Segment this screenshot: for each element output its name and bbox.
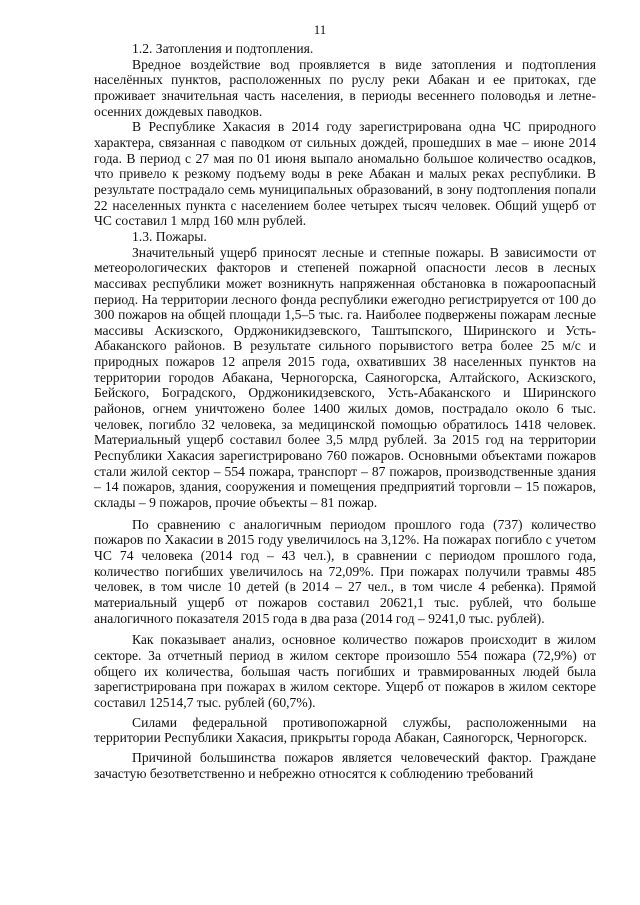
paragraph-fires-fire-service: Силами федеральной противопожарной службы, расположенными на территории Республики Хакасия, прикрыты города Абакан, Саяногорск, Черногорск.: [94, 714, 596, 746]
paragraph-fires-human-factor: Причиной большинства пожаров является человеческий фактор. Граждане зачастую безответственно и небрежно относятся к соблюдению требований: [94, 749, 596, 781]
section-heading-fires: 1.3. Пожары.: [132, 228, 207, 244]
paragraph-floods-2014-event: В Республике Хакасия в 2014 году зарегистрирована одна ЧС природного характера, связанная с паводком от сильных дождей, прошедших в мае – июне 2014 года. В период с 27 мая по 01 июня выпало аномально большое количество осадков, что привело к резкому подъему воды в реке Абакан и малых реках республики. В результате пострадало семь муниципальных образований, в зону подтопления попали 22 населенных пункта с населением более четырех тысяч человек. Общий ущерб от ЧС составил 1 млрд 160 млн рублей.: [94, 119, 596, 229]
page-number: 11: [313, 22, 327, 37]
paragraph-fires-residential: Как показывает анализ, основное количество пожаров происходит в жилом секторе. За отчетный период в жилом секторе произошло 554 пожара (72,9%) от общего их количества, большая часть погибших и травмированных людей была зарегистрирована при пожарах в жилом секторе. Ущерб от пожаров в жилом секторе составил 12514,7 тыс. рублей (60,7%).: [94, 632, 596, 710]
document-body: [94, 41, 596, 781]
paragraph-floods-intro: Вредное воздействие вод проявляется в виде затопления и подтопления населённых пунктов, расположенных по руслу реки Абакан и ее притоках, где проживает значительная часть населения, в периоды весеннего половодья и летне-осенних дождевых паводков.: [94, 56, 596, 119]
paragraph-fires-comparison: По сравнению с аналогичным периодом прошлого года (737) количество пожаров по Хакасии в 2015 году увеличилось на 3,12%. На пожарах погибло с учетом ЧС 74 человека (2014 год – 43 чел.), в сравнении с периодом прошлого года, количество погибших увеличилось на 72,09%. При пожарах получили травмы 485 человек, в том числе 10 детей (в 2014 – 27 чел., в том числе 4 ребенка). Прямой материальный ущерб от пожаров составил 20621,1 тыс. рублей, что больше аналогичного показателя 2015 года в два раза (2014 год – 9241,0 тыс. рублей).: [94, 516, 596, 626]
section-heading-floods: 1.2. Затопления и подтопления.: [132, 41, 314, 56]
paragraph-fires-overview: Значительный ущерб приносят лесные и степные пожары. В зависимости от метеорологических факторов и степеней пожарной опасности лесов в лесных массивах республики может возникнуть напряженная обстановка в пожароопасный период. На территории лесного фонда республики ежегодно регистрируется от 100 до 300 пожаров на общей площади 1,5–5 тыс. га. Наиболее подвержены пожарам лесные массивы Аскизского, Орджоникидзевского, Таштыпского, Ширинского и Усть-Абаканского районов. В результате сильного порывистого ветра более 25 м/с и природных пожаров 12 апреля 2015 года, охвативших 38 населенных пунктов на территории городов Абакана, Черногорска, Саяногорска, Алтайского, Аскизского, Бейского, Боградского, Орджоникидзевского, Усть-Абаканского и Ширинского районов, огнем уничтожено более 1400 жилых домов, пострадало около 6 тыс. человек, погибло 32 человека, за медицинской помощью обратилось 1418 человек. Материальный ущерб составил более 3,5 млрд рублей. За 2015 год на территории Республики Хакасия зарегистрировано 760 пожаров. Основными объектами пожаров стали жилой сектор – 554 пожара, транспорт – 87 пожаров, производственные здания – 14 пожаров, здания, сооружения и помещения предприятий торговли – 15 пожаров, склады – 9 пожаров, прочие объекты – 81 пожар.: [94, 244, 596, 511]
